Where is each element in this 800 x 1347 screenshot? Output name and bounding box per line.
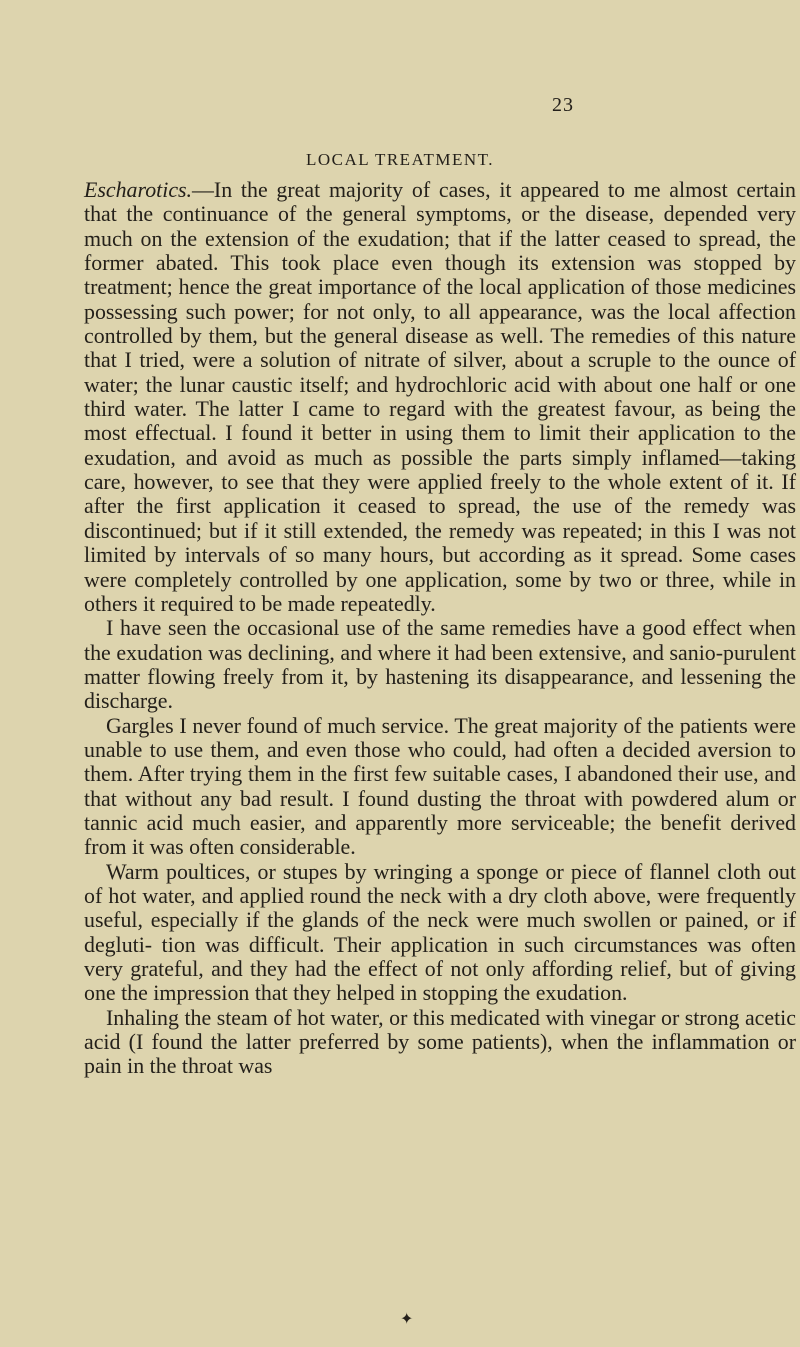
paragraph: Gargles I never found of much service. The great majority of the patients were unable to use them, and even those who could, had often a decided aversion to them. After trying them in the first few suitable cases, I abandoned their use, and that without any bad result. I found dusting the throat with powdered alum or tannic acid much easier, and apparently more serviceable; the benefit derived from it was often considerable. [84,712,796,860]
paragraph-text: —In the great majority of cases, it appeared to me almost certain that the continuance of the general symptoms, or the disease, depended very much on the extension of the exudation; that if the latter ceased to spread, the former abated. This took place even though its extension was stopped by treatment; hence the great importance of the local application of those medicines possessing such power; for not only, to all appearance, was the local affection controlled by them, but the general disease as well. The remedies of this nature that I tried, were a solution of nitrate of silver, about a scruple to the ounce of water; the lunar caustic itself; and hydrochloric acid with about one half or one third water. The latter I came to regard with the greatest favour, as being the most effectual. I found it better in using them to limit their application to the exudation, and avoid as much as possible the parts simply inflamed—taking care, however, to see that they were applied freely to the whole extent of it. If after the first application it ceased to spread, the use of the remedy was discontinued; but if it still extended, the remedy was repeated; in this I was not limited by intervals of so many hours, but according as it spread. Some cases were completely controlled by one application, some by two or three, while in others it required to be made repeatedly. [84,177,796,616]
paragraph: Warm poultices, or stupes by wringing a sponge or piece of flannel cloth out of hot water, and applied round the neck with a dry cloth above, were frequently useful, especially if the glands of the neck were much swollen or pained, or if degluti- tion was difficult. Their application in such circumstances was often very grateful, and they had the effect of not only affording relief, but of giving one the impression that they helped in stopping the exudation. [84,858,796,1006]
paragraph: I have seen the occasional use of the same remedies have a good effect when the exudation was declining, and where it had been extensive, and sanio-purulent matter flowing freely from it, by hastening its disappearance, and lessening the discharge. [84,615,796,714]
running-head: LOCAL TREATMENT. [305,150,494,169]
section-title: Escharotics. [84,177,193,202]
printer-ornament-icon: ✦ [400,1311,414,1328]
body-text [84,178,796,1079]
paragraph-escharotics [84,178,796,616]
page-number: 23 [552,94,574,116]
paragraph: Inhaling the steam of hot water, or this medicated with vinegar or strong acetic acid (I found the latter preferred by some patients), when the inflammation or pain in the throat was [84,1004,796,1079]
